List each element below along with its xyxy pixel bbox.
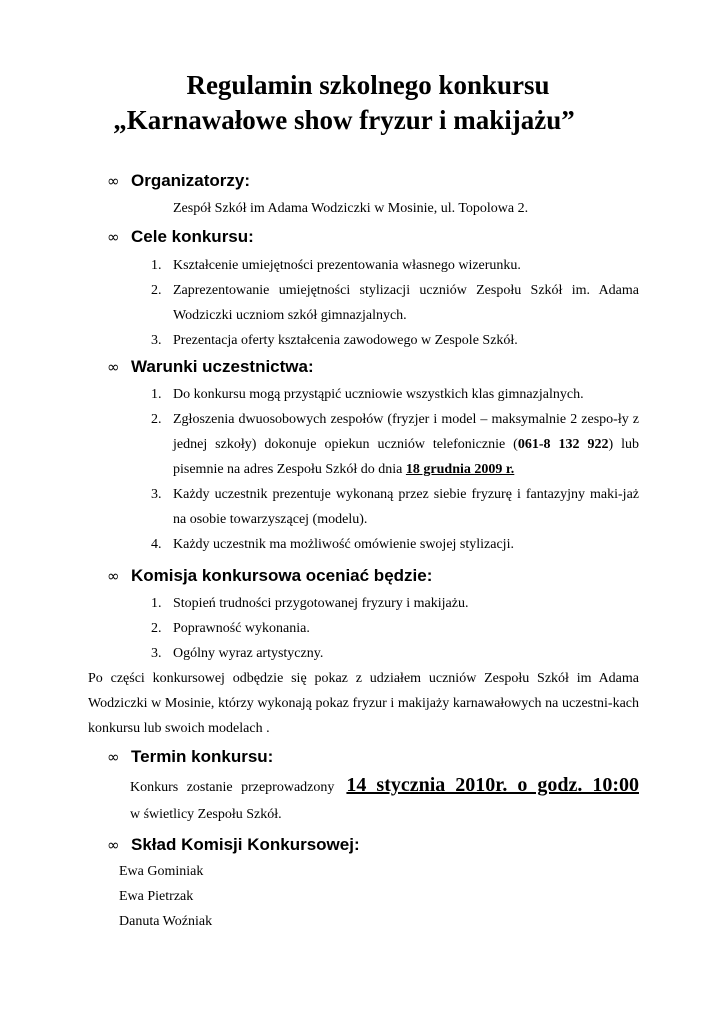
infinity-bullet-icon: ∞ <box>107 567 120 585</box>
section-heading-label: Organizatorzy: <box>131 171 251 190</box>
section-heading-criteria <box>107 565 432 587</box>
list-item: 2. Zaprezentowanie umiejętności stylizacji uczniów Zespołu Szkół im. Adama Wodziczki uczniom szkół gimnazjalnych. <box>151 283 639 323</box>
conditions-list <box>151 382 639 557</box>
section-heading-date <box>107 746 273 768</box>
infinity-bullet-icon: ∞ <box>107 358 120 376</box>
list-item: 2. Zgłoszenia dwuosobowych zespołów (fryzjer i model – maksymalnie 2 zespo-ły z jednej szkoły) dokonuje opiekun uczniów telefonicznie (061-8 132 922) lub pisemnie na adres Zespołu Szkół do dnia 18 grudnia 2009 r. <box>151 412 639 477</box>
contest-date: 14 stycznia 2010r. o godz. 10:00 <box>346 774 639 796</box>
section-heading-label: Termin konkursu: <box>131 747 274 766</box>
contest-place: w świetlicy Zespołu Szkół. <box>130 807 282 822</box>
list-item: 2. Poprawność wykonania. <box>151 621 310 636</box>
deadline-date: 18 grudnia 2009 r. <box>405 462 515 477</box>
section-heading-organizers <box>107 170 250 192</box>
section-heading-label: Cele konkursu: <box>131 227 254 246</box>
date-prefix: Konkurs zostanie przeprowadzony <box>130 780 335 795</box>
infinity-bullet-icon: ∞ <box>107 172 120 190</box>
section-heading-goals <box>107 226 254 248</box>
jury-member: Danuta Woźniak <box>119 914 213 929</box>
phone-number: 061-8 132 922 <box>517 437 609 452</box>
goals-list <box>151 253 639 353</box>
infinity-bullet-icon: ∞ <box>107 748 120 766</box>
infinity-bullet-icon: ∞ <box>107 836 120 854</box>
organizers-text: Zespół Szkół im Adama Wodziczki w Mosinie, ul. Topolowa 2. <box>173 201 529 216</box>
show-paragraph: Po części konkursowej odbędzie się pokaz z udziałem uczniów Zespołu Szkół im Adama Wodziczki w Mosinie, którzy wykonają pokaz fryzur i makijaży karnawałowych na uczestni-kach konkursu lub swoich modelach . <box>88 671 639 736</box>
section-heading-label: Komisja konkursowa oceniać będzie: <box>131 566 433 585</box>
jury-member: Ewa Pietrzak <box>119 889 194 904</box>
section-heading-conditions <box>107 356 314 378</box>
list-item: 3. Każdy uczestnik prezentuje wykonaną przez siebie fryzurę i fantazyjny maki-jaż na osobie towarzyszącej (modelu). <box>151 487 639 527</box>
list-item: 3. Ogólny wyraz artystyczny. <box>151 646 324 661</box>
title-line-1: Regulamin szkolnego konkursu <box>186 70 550 100</box>
section-heading-label: Skład Komisji Konkursowej: <box>131 835 360 854</box>
list-item: 4. Każdy uczestnik ma możliwość omówienie swojej stylizacji. <box>151 537 514 552</box>
criteria-list <box>151 591 639 666</box>
section-heading-label: Warunki uczestnictwa: <box>131 357 314 376</box>
date-line <box>130 775 639 798</box>
list-item: 1. Do konkursu mogą przystąpić uczniowie wszystkich klas gimnazjalnych. <box>151 387 584 402</box>
list-item: 1. Stopień trudności przygotowanej fryzury i makijażu. <box>151 596 469 611</box>
jury-member: Ewa Gominiak <box>119 864 204 879</box>
list-item: 1. Kształcenie umiejętności prezentowania własnego wizerunku. <box>151 258 521 273</box>
section-heading-jury <box>107 834 360 856</box>
list-item: 3. Prezentacja oferty kształcenia zawodowego w Zespole Szkół. <box>151 333 518 348</box>
infinity-bullet-icon: ∞ <box>107 228 120 246</box>
title-line-2: „Karnawałowe show fryzur i makijażu” <box>113 105 575 135</box>
